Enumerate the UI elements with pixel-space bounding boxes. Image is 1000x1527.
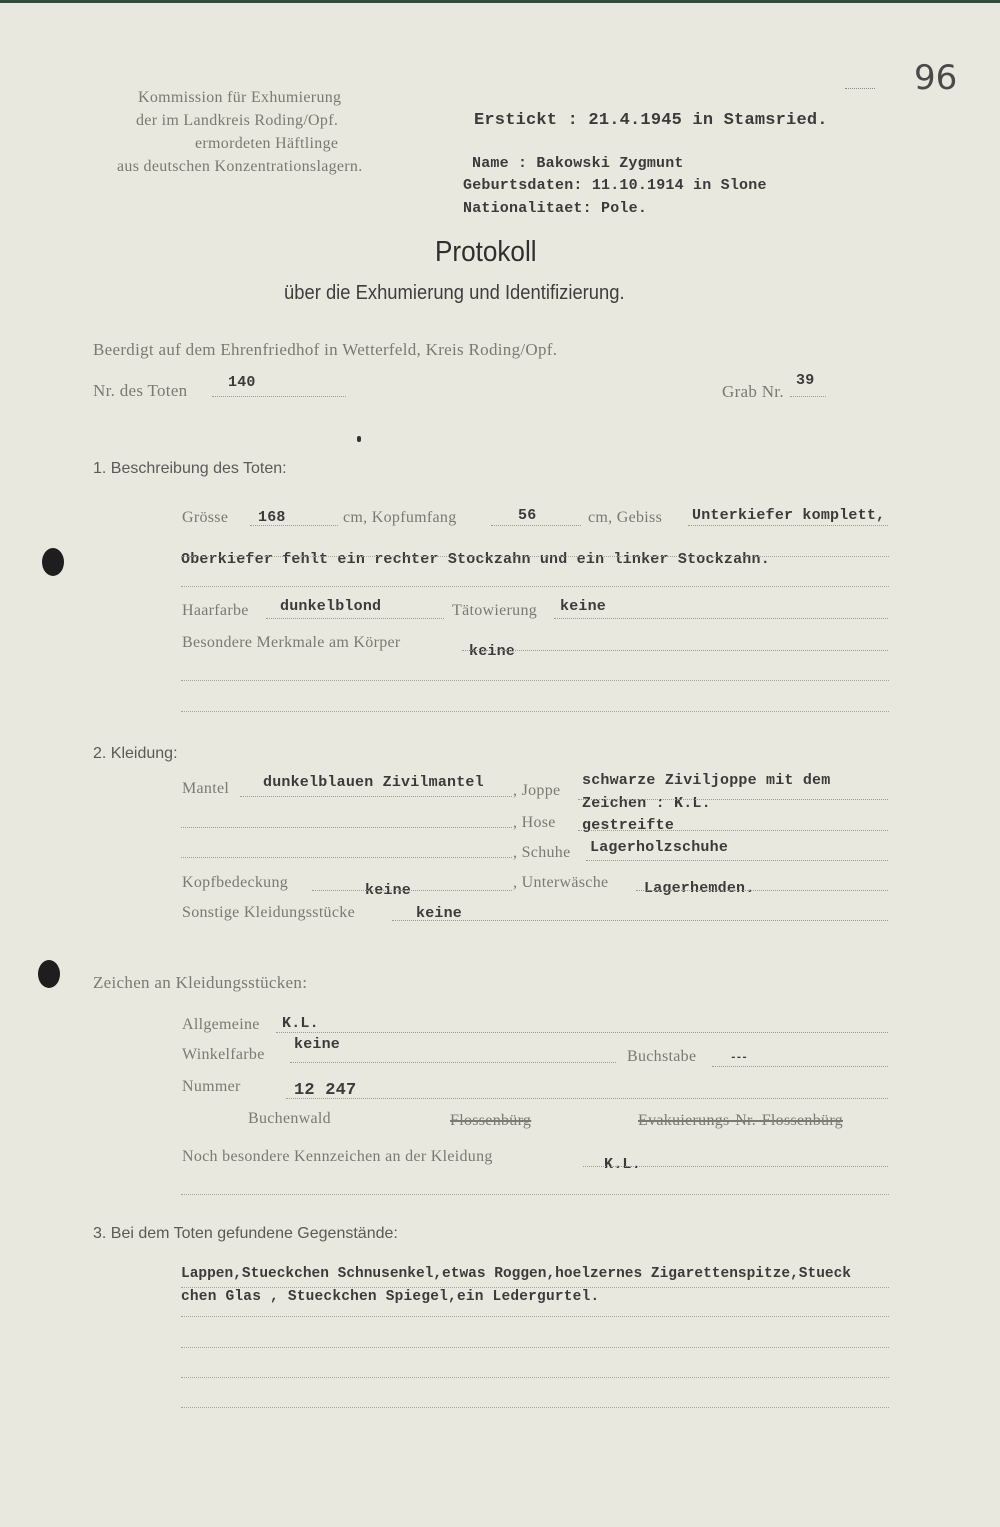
nummer-label: Nummer <box>182 1078 241 1095</box>
nr-label: Nr. des Toten <box>93 381 188 400</box>
rule-3 <box>181 680 889 681</box>
grave-label: Grab Nr. <box>722 382 784 401</box>
rule-7 <box>181 1316 889 1317</box>
nr-dots <box>212 396 346 397</box>
page-number: 96 <box>914 58 958 98</box>
flossenbuerg-label: Flossenbürg <box>450 1112 532 1129</box>
gebiss-line-2: Oberkiefer fehlt ein rechter Stockzahn und ein linker Stockzahn. <box>181 551 770 568</box>
commission-line-3: ermordeten Häftlinge <box>195 135 339 152</box>
merkmale-value: keine <box>469 643 516 660</box>
commission-line-1: Kommission für Exhumierung <box>138 89 342 106</box>
groesse-value: 168 <box>258 509 286 526</box>
commission-line-4: aus deutschen Konzentrationslagern. <box>117 158 363 175</box>
groesse-label: Grösse <box>182 509 229 526</box>
hose-left-dots <box>181 827 512 828</box>
rule-9 <box>181 1377 889 1378</box>
joppe-dots <box>578 799 888 800</box>
schuhe-value: Lagerholzschuhe <box>590 839 729 856</box>
gebiss-value: Unterkiefer komplett, <box>692 507 886 524</box>
buchstabe-label: Buchstabe <box>627 1048 697 1065</box>
section3-heading: 3. Bei dem Toten gefundene Gegenstände: <box>93 1225 398 1242</box>
grave-dots <box>790 396 826 397</box>
mantel-label: Mantel <box>182 780 230 797</box>
joppe-value-1: schwarze Ziviljoppe mit dem <box>582 772 831 789</box>
buchstabe-value: --- <box>730 1052 747 1064</box>
joppe-label: , Joppe <box>513 782 561 799</box>
nr-value: 140 <box>228 374 256 391</box>
haar-dots <box>266 618 444 619</box>
winkel-label: Winkelfarbe <box>182 1046 265 1063</box>
kopfbedeckung-dots <box>312 890 512 891</box>
allgemeine-value: K.L. <box>282 1015 319 1032</box>
noch-label: Noch besondere Kennzeichen an der Kleidung <box>182 1148 493 1165</box>
merkmale-dots <box>462 650 888 651</box>
kopf-value: 56 <box>518 507 537 524</box>
sonstige-value: keine <box>416 905 463 922</box>
items-line-1: Lappen,Stueckchen Schnusenkel,etwas Roggen,hoelzernes Zigarettenspitze,Stueck <box>181 1266 852 1282</box>
birth-line: Geburtsdaten: 11.10.1914 in Slone <box>463 177 767 194</box>
ink-dot <box>357 436 361 442</box>
sonstige-label: Sonstige Kleidungsstücke <box>182 904 355 921</box>
cm-kopfumfang-label: cm, Kopfumfang <box>343 509 457 526</box>
rule-8 <box>181 1347 889 1348</box>
gebiss-dots <box>688 525 888 526</box>
evakuierung-label: Evakuierungs-Nr.-Flossenbürg <box>638 1112 843 1129</box>
corner-marks <box>845 88 875 89</box>
winkel-dots <box>290 1062 616 1063</box>
haar-label: Haarfarbe <box>182 602 249 619</box>
hose-dots <box>578 830 888 831</box>
rule-10 <box>181 1407 889 1408</box>
tattoo-value: keine <box>560 598 607 615</box>
winkel-value: keine <box>294 1036 341 1053</box>
schuhe-label: , Schuhe <box>513 844 571 861</box>
items-line-2: chen Glas , Stueckchen Spiegel,ein Ledergurtel. <box>181 1289 600 1305</box>
cm-gebiss-label: cm, Gebiss <box>588 509 663 526</box>
nummer-dots <box>286 1098 888 1099</box>
nationality-line: Nationalitaet: Pole. <box>463 200 648 217</box>
tattoo-dots <box>554 618 888 619</box>
name-line: Name : Bakowski Zygmunt <box>472 155 684 172</box>
buchstabe-dots <box>712 1066 888 1067</box>
unterwaesche-label: , Unterwäsche <box>513 874 609 891</box>
zeichen-heading: Zeichen an Kleidungsstücken: <box>93 973 308 992</box>
kopfbedeckung-label: Kopfbedeckung <box>182 874 289 891</box>
mantel-value: dunkelblauen Zivilmantel <box>263 774 484 791</box>
section1-heading: 1. Beschreibung des Toten: <box>93 460 287 477</box>
noch-dots <box>583 1166 888 1167</box>
grave-value: 39 <box>796 372 815 389</box>
allgemeine-dots <box>276 1032 888 1033</box>
tattoo-label: Tätowierung <box>452 602 538 619</box>
joppe-value-2: Zeichen : K.L. <box>582 795 711 812</box>
rule-5 <box>181 1194 889 1195</box>
haar-value: dunkelblond <box>280 598 382 615</box>
kopfbedeckung-value: keine <box>365 882 412 899</box>
rule-4 <box>181 711 889 712</box>
merkmale-label: Besondere Merkmale am Körper <box>182 634 401 651</box>
allgemeine-label: Allgemeine <box>182 1016 260 1033</box>
top-edge <box>0 0 1000 3</box>
unterwaesche-value: Lagerhemden. <box>644 880 755 897</box>
kopf-dots <box>491 525 581 526</box>
death-line: Erstickt : 21.4.1945 in Stamsried. <box>474 111 828 130</box>
hose-label: , Hose <box>513 814 556 831</box>
rule-6 <box>181 1287 889 1288</box>
schuhe-left-dots <box>181 857 512 858</box>
nummer-value: 12 247 <box>294 1081 357 1100</box>
page-title: Protokoll <box>435 236 537 268</box>
rule-1 <box>181 556 889 557</box>
schuhe-dots <box>586 860 888 861</box>
rule-2 <box>181 586 889 587</box>
buchenwald-label: Buchenwald <box>248 1110 331 1127</box>
hose-value: gestreifte <box>582 817 675 834</box>
section2-heading: 2. Kleidung: <box>93 745 178 762</box>
noch-value: K.L. <box>604 1156 641 1173</box>
sonstige-dots <box>392 920 888 921</box>
unterwaesche-dots <box>636 890 888 891</box>
mantel-dots <box>240 796 512 797</box>
commission-line-2: der im Landkreis Roding/Opf. <box>136 112 339 129</box>
punch-hole-bottom <box>38 960 60 988</box>
burial-text: Beerdigt auf dem Ehrenfriedhof in Wetterfeld, Kreis Roding/Opf. <box>93 340 558 359</box>
page-subtitle: über die Exhumierung und Identifizierung. <box>284 282 625 304</box>
punch-hole-top <box>42 548 64 576</box>
